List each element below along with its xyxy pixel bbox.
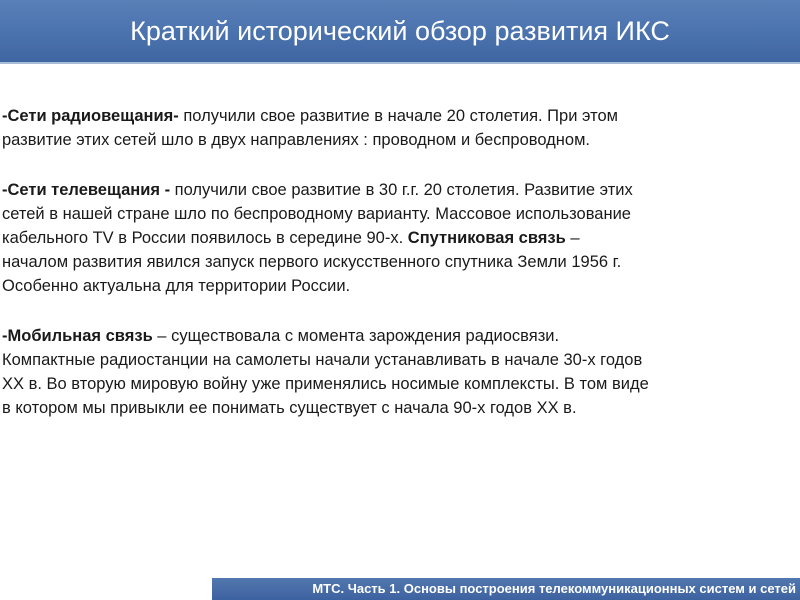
term-satellite: Спутниковая связь [407, 229, 566, 247]
paragraph-radio-line-1 [2, 104, 790, 128]
paragraph-radio [0, 104, 790, 152]
slide-content [0, 104, 790, 446]
term-tv-broadcasting: -Сети телевещания - [2, 181, 171, 199]
paragraph-tv-line-1 [2, 178, 790, 202]
paragraph-tv-dash: – [565, 229, 580, 247]
paragraph-tv-text-3: кабельного TV в России появилось в середине 90-х. [2, 229, 408, 247]
paragraph-tv-text-1: получили свое развитие в 30 г.г. 20 столетия. Развитие этих [170, 181, 633, 199]
paragraph-tv-line-2: сетей в нашей стране шло по беспроводному варианту. Массовое использование [2, 205, 631, 223]
paragraph-mobile-line-3: XX в. Во вторую мировую войну уже применялись носимые комплексты. В том виде [2, 375, 649, 393]
paragraph-tv [0, 178, 790, 298]
title-bar [0, 0, 800, 64]
paragraph-radio-text-1: получили свое развитие в начале 20 столетия. При этом [178, 107, 618, 125]
term-mobile: -Мобильная связь [2, 327, 153, 345]
paragraph-mobile-text-1: – существовала с момента зарождения радиосвязи. [152, 327, 560, 345]
paragraph-mobile-line-1 [2, 324, 790, 348]
paragraph-tv-line-4: началом развития явился запуск первого искусственного спутника Земли 1956 г. [2, 253, 622, 271]
paragraph-radio-line-2: развитие этих сетей шло в двух направлениях : проводном и беспроводном. [2, 131, 590, 149]
footer-text: МТС. Часть 1. Основы построения телекоммуникационных систем и сетей [312, 581, 796, 596]
paragraph-mobile [0, 324, 790, 420]
footer-bar [212, 578, 800, 600]
paragraph-tv-line-5: Особенно актуальна для территории России. [2, 277, 351, 295]
slide-title: Краткий исторический обзор развития ИКС [130, 16, 670, 46]
paragraph-tv-line-3 [2, 226, 790, 250]
paragraph-mobile-line-4: в котором мы привыкли ее понимать существует с начала 90-х годов XX в. [2, 399, 577, 417]
paragraph-mobile-line-2: Компактные радиостанции на самолеты начали устанавливать в начале 30-х годов [2, 351, 643, 369]
term-radio-broadcasting: -Сети радиовещания- [2, 107, 179, 125]
